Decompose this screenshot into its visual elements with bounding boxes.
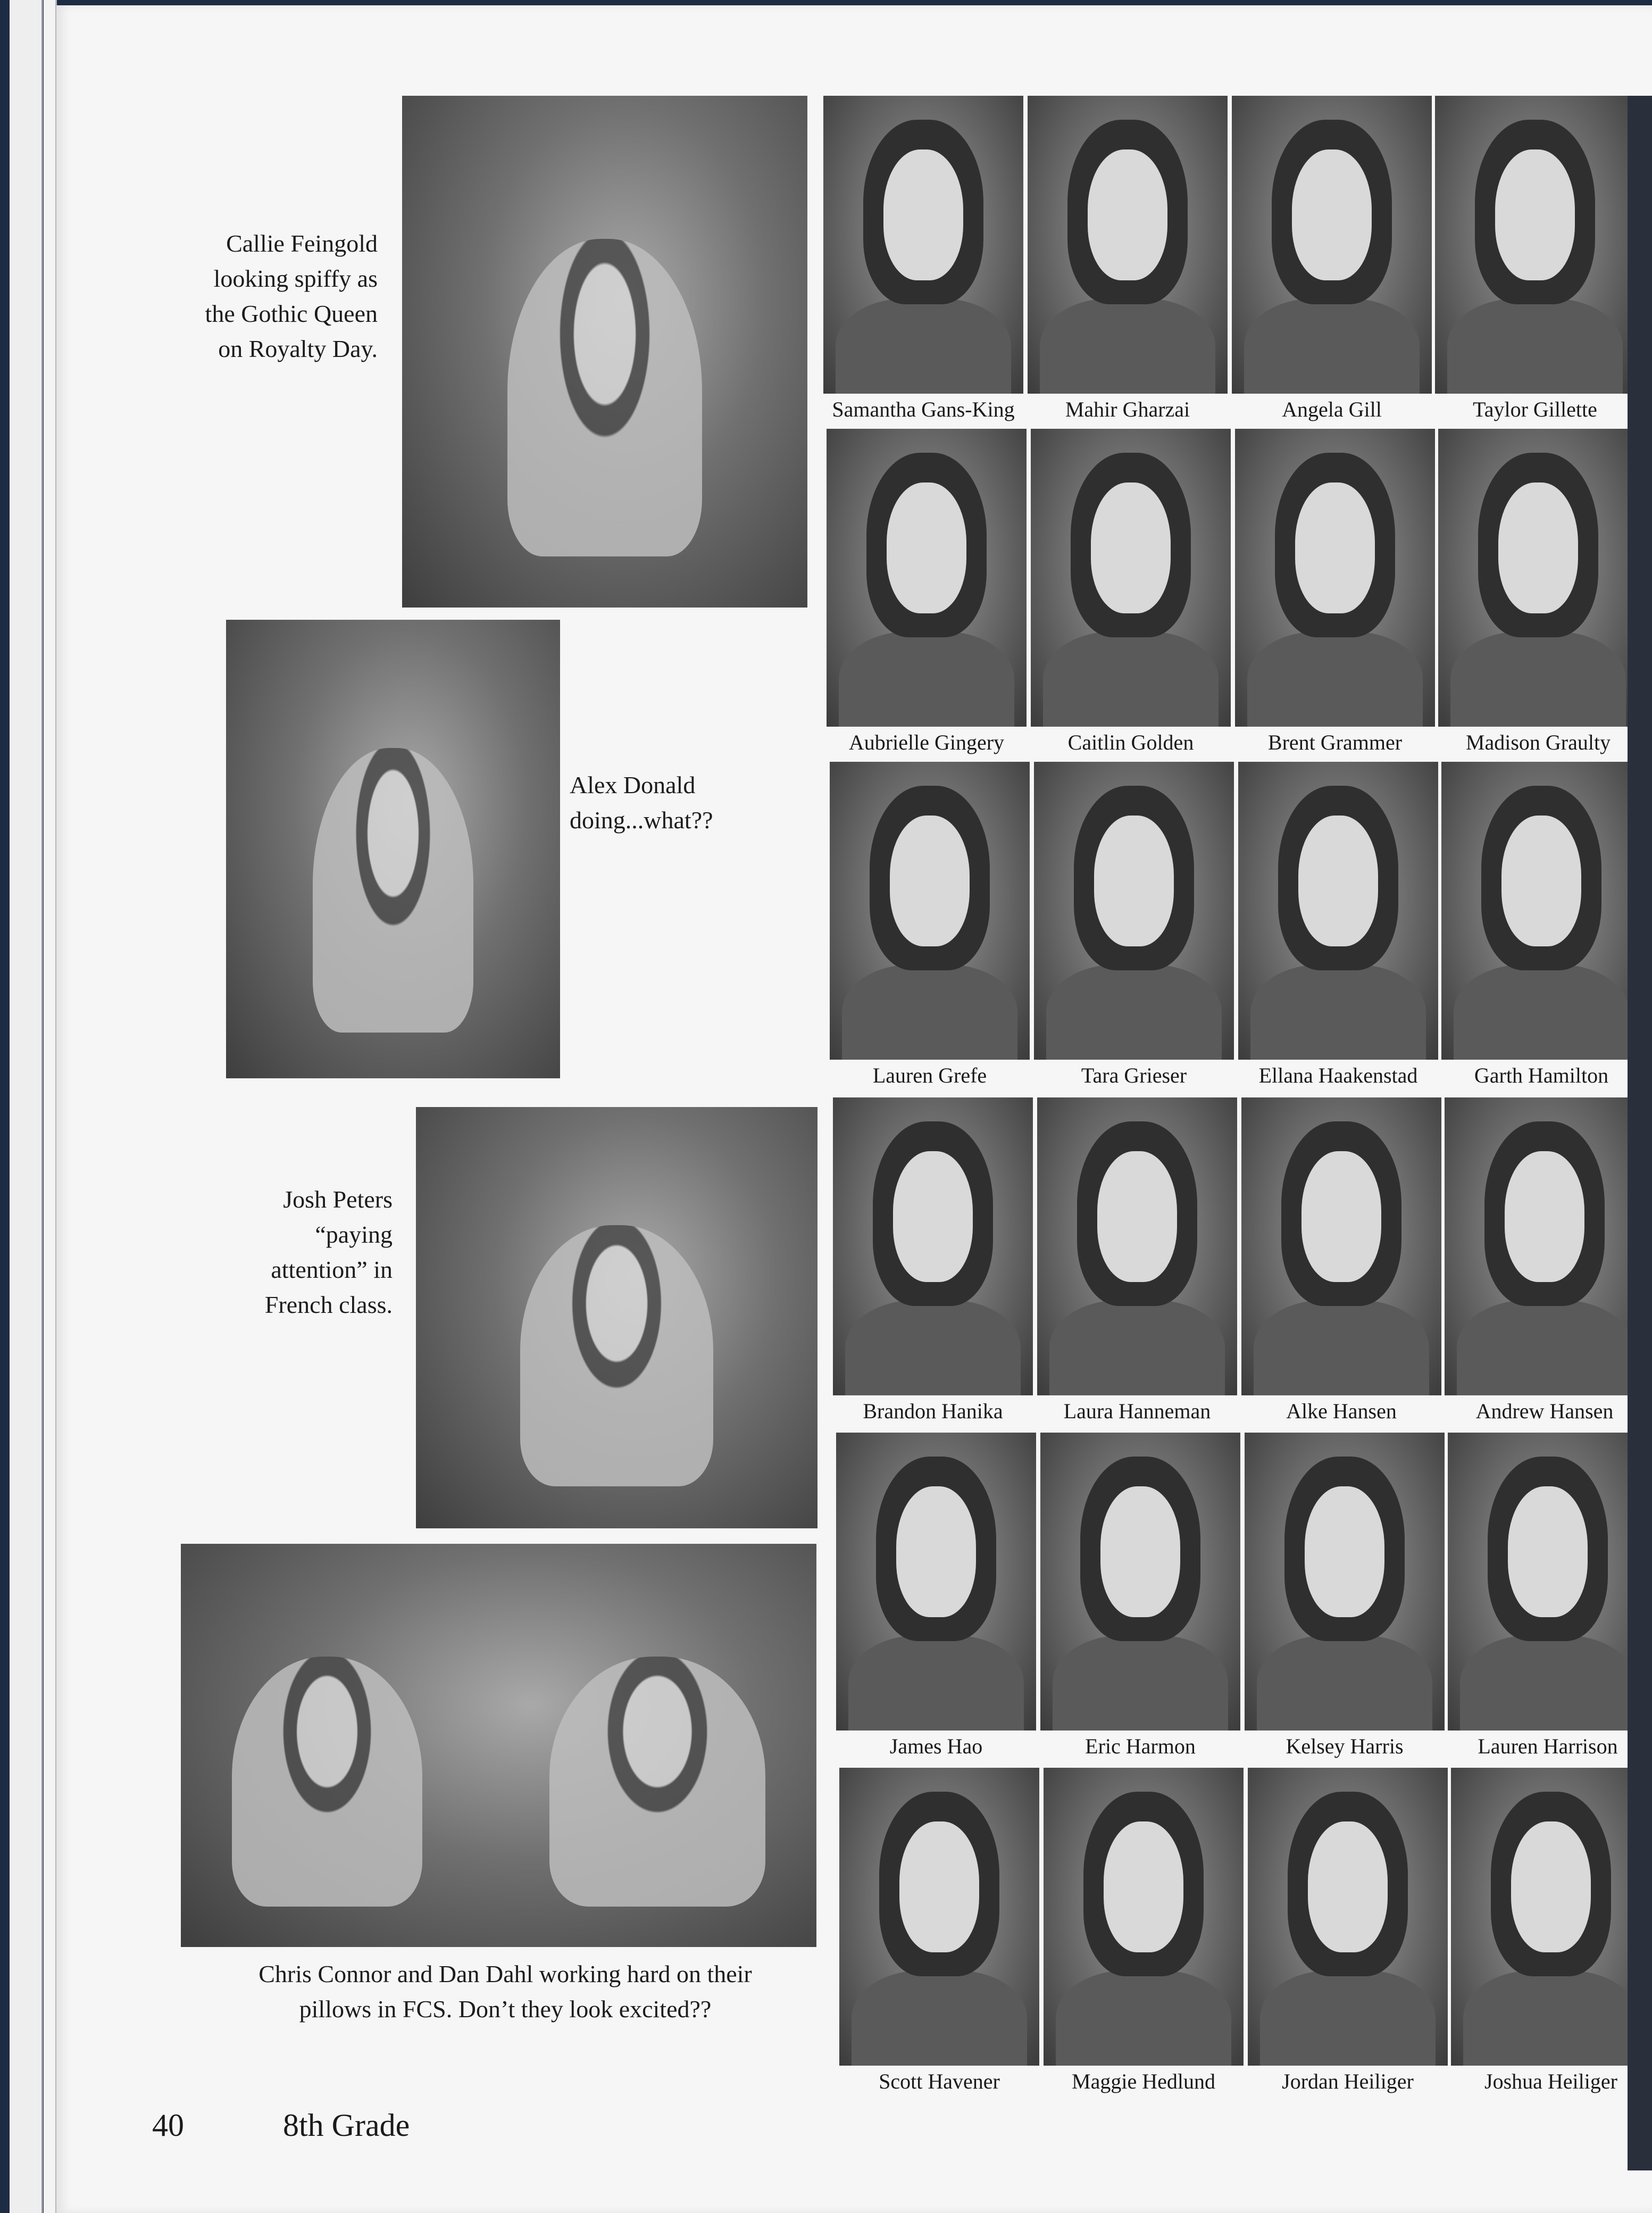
portrait-face [887,482,966,613]
photo-josh-peters [416,1107,817,1528]
portrait-face [890,816,970,946]
portrait-body [1257,1635,1433,1731]
student-name: Brent Grammer [1267,730,1403,754]
portrait-body [1046,964,1222,1060]
portrait-body [1244,298,1420,394]
portrait-face [1091,482,1171,613]
caption-line: Chris Connor and Dan Dahl working hard on their [258,1960,752,1987]
student-name: Eric Harmon [1085,1734,1196,1758]
portrait-body [1056,1970,1232,2066]
portrait-body [1049,1300,1225,1395]
student-portrait [1441,762,1641,1060]
portrait-body [1250,964,1426,1060]
binding-shadow [1628,96,1652,2170]
portrait-face [893,1151,973,1282]
portrait-body [1040,298,1216,394]
student-portrait [1034,762,1234,1060]
student-name: Joshua Heiliger [1484,2069,1617,2093]
student-portrait [1031,429,1231,727]
portrait-body [1450,631,1626,727]
student-name: Laura Hanneman [1063,1399,1211,1423]
portrait-face [883,149,963,280]
caption-line: the Gothic Queen [205,300,378,327]
portrait-body [1260,1970,1436,2066]
photo-callie-feingold [402,96,807,608]
caption-line: on Royalty Day. [218,335,378,362]
caption-line: doing...what?? [570,806,713,834]
student-portrait [1438,429,1638,727]
portrait-body [852,1970,1028,2066]
portrait-face [1097,1151,1177,1282]
student-name: Madison Graulty [1465,730,1611,754]
student-name: Scott Havener [879,2069,1000,2093]
portrait-body [845,1300,1021,1395]
portrait-face [1501,816,1581,946]
section-title: 8th Grade [283,2108,410,2143]
student-portrait [839,1768,1039,2066]
portrait-face [1308,1821,1388,1952]
student-portrait [830,762,1030,1060]
student-name: Andrew Hansen [1475,1399,1614,1423]
student-name: Caitlin Golden [1067,730,1194,754]
caption-line: “paying [315,1221,393,1248]
portrait-body [1254,1300,1430,1395]
student-name: Garth Hamilton [1474,1063,1609,1087]
portrait-face [1511,1821,1591,1952]
portrait-body [1043,631,1219,727]
student-name: Jordan Heiliger [1282,2069,1414,2093]
page-number: 40 [152,2108,184,2143]
portrait-body [839,631,1015,727]
caption-line: Callie Feingold [226,230,378,257]
caption-line: Alex Donald [570,771,696,798]
student-portrait [1245,1433,1445,1731]
student-portrait [823,96,1023,394]
caption-line: Josh Peters [283,1186,393,1213]
caption-line: French class. [264,1291,393,1318]
student-portrait [1238,762,1438,1060]
page-edge [44,0,56,2213]
student-name: Taylor Gillette [1473,397,1597,421]
caption-callie [138,226,378,367]
portrait-face [1498,482,1578,613]
student-portrait [1435,96,1635,394]
portrait-body [1053,1635,1229,1731]
portrait-face [1301,1151,1381,1282]
portrait-face [1104,1821,1183,1952]
student-name: Angela Gill [1282,397,1382,421]
portrait-face [1100,1486,1180,1617]
portrait-body [1460,1635,1636,1731]
portrait-body [1447,298,1623,394]
portrait-face [1292,149,1372,280]
student-portrait [1028,96,1228,394]
portrait-body [836,298,1012,394]
portrait-body [1454,964,1630,1060]
student-name: Mahir Gharzai [1065,397,1190,421]
caption-alex [570,768,793,838]
portrait-face [1305,1486,1384,1617]
portrait-body [1247,631,1423,727]
student-portrait [1040,1433,1240,1731]
student-portrait [1044,1768,1244,2066]
portrait-face [1505,1151,1584,1282]
portrait-face [1298,816,1378,946]
student-portrait [1037,1097,1237,1395]
portrait-face [1295,482,1375,613]
caption-line: looking spiffy as [213,265,378,292]
page-edge [10,0,41,2213]
student-portrait [1241,1097,1441,1395]
student-name: Ellana Haakenstad [1258,1063,1418,1087]
student-name: Kelsey Harris [1286,1734,1404,1758]
portrait-body [848,1635,1024,1731]
portrait-face [899,1821,979,1952]
student-portrait [1448,1433,1648,1731]
portrait-face [1094,816,1174,946]
student-name: Brandon Hanika [863,1399,1003,1423]
student-name: Lauren Harrison [1478,1734,1618,1758]
student-portrait [1248,1768,1448,2066]
photo-chris-connor-dan-dahl [181,1544,816,1947]
student-portrait [833,1097,1033,1395]
student-name: Samantha Gans-King [832,397,1015,421]
portrait-face [1508,1486,1588,1617]
student-name: Aubrielle Gingery [848,730,1005,754]
student-portrait [1451,1768,1651,2066]
student-name: James Hao [889,1734,983,1758]
student-portrait [836,1433,1036,1731]
student-name: Alke Hansen [1286,1399,1397,1423]
student-name: Lauren Grefe [872,1063,987,1087]
caption-line: pillows in FCS. Don’t they look excited?? [299,1995,712,2023]
page-edge-line [41,0,43,2213]
student-portrait [827,429,1027,727]
photo-alex-donald [226,620,560,1078]
portrait-face [1495,149,1575,280]
portrait-face [896,1486,976,1617]
caption-josh [191,1182,393,1322]
book-spine [0,0,56,2213]
student-portrait [1445,1097,1645,1395]
portrait-body [1463,1970,1639,2066]
portrait-face [1088,149,1167,280]
student-name: Tara Grieser [1081,1063,1187,1087]
caption-chris-dan [160,1957,851,2027]
student-portrait [1235,429,1435,727]
portrait-body [842,964,1018,1060]
student-name: Maggie Hedlund [1072,2069,1215,2093]
portrait-body [1457,1300,1633,1395]
caption-line: attention” in [271,1256,393,1283]
student-portrait [1232,96,1432,394]
